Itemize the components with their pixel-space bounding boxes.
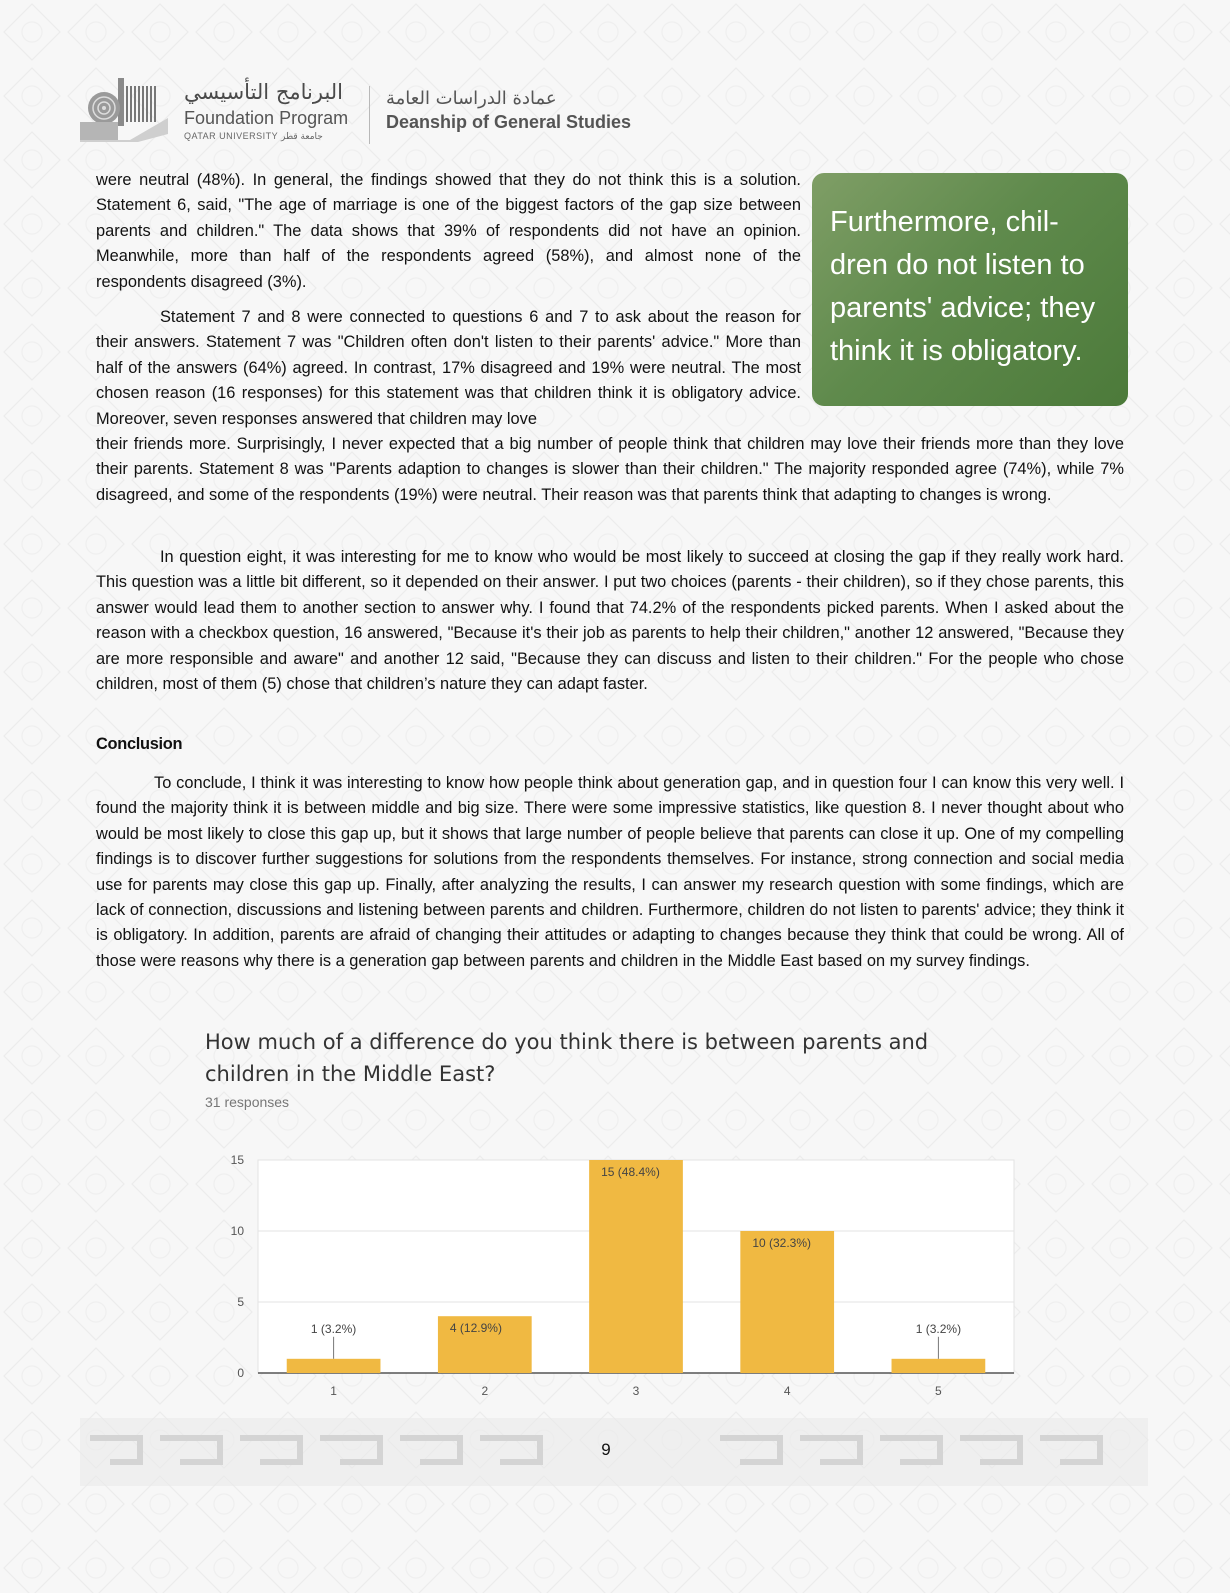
paragraph-4: To conclude, I think it was interesting to know how people think about generation gap, and in question four I can know this very well. I found the majority think it is between middle and big size. There were some impressive statistics, like question 8. I never thought about who would be most likely to close this gap up, but it shows that large number of people believe that parents can close it up. One of my compelling findings is to discover further suggestions for solutions from the respondents themselves. For instance, strong connection and social media use for parents may close this gap up. Finally, after analyzing the results, I can answer my research question with some findings, which are lack of connection, discussions and listening between parents and children. Furthermore, children do not listen to parents' advice; they think it is obligatory. In addition, parents are afraid of changing their attitudes or adapting to changes because they think that could be wrong. All of those were reasons why there is a generation gap between parents and children in the Middle East based on my survey findings. xyxy=(96,774,1124,970)
page-number: 9 xyxy=(601,1440,611,1459)
bar xyxy=(740,1231,834,1373)
bar-data-label: 10 (32.3%) xyxy=(752,1236,812,1250)
university-name-english: QATAR UNIVERSITY xyxy=(184,131,279,141)
x-tick-label: 2 xyxy=(481,1384,489,1398)
pull-quote-callout xyxy=(812,173,1128,406)
conclusion-heading: Conclusion xyxy=(96,735,183,753)
bar-data-label: 15 (48.4%) xyxy=(601,1165,660,1179)
bar xyxy=(589,1160,683,1373)
pull-quote-text: Furthermore, chil- dren do not listen to parents' advice; they think it is obligatory. xyxy=(830,206,1096,367)
x-tick-label: 1 xyxy=(330,1384,337,1398)
x-tick-label: 4 xyxy=(783,1384,791,1398)
program-name: Foundation Program xyxy=(184,108,349,128)
y-tick-label: 10 xyxy=(230,1224,244,1238)
deanship-name: Deanship of General Studies xyxy=(386,112,632,132)
header-divider xyxy=(369,86,370,144)
bar-data-label: 1 (3.2%) xyxy=(310,1321,357,1336)
bar-data-label: 4 (12.9%) xyxy=(449,1321,502,1336)
paragraph-1: were neutral (48%). In general, the findings showed that they do not think this is a solution. Statement 6, said, "The age of marriage is one of the biggest factors of the gap size between parents and children." The data shows that 39% of respondents did not have an opinion. Meanwhile, more than half of the respondents agreed (58%), and almost none of the respondents disagreed (3%). xyxy=(96,171,801,291)
paragraph-2: Statement 7 and 8 were connected to questions 6 and 7 to ask about the reason for their answers. Statement 7 was "Children often don't listen to their parents' advice." More than half of the answers (64%) agreed. In contrast, 17% disagreed and 19% were neutral. The most chosen reason (16 responses) for this statement was that children think it is obligatory advice. Moreover, seven responses answered that children may love xyxy=(96,308,801,428)
university-name xyxy=(184,131,323,142)
bar-chart xyxy=(200,1140,1040,1415)
program-name-arabic: البرنامج التأسيسي xyxy=(184,80,344,104)
x-tick-label: 3 xyxy=(632,1384,640,1398)
paragraph-2-continued: their friends more. Surprisingly, I never expected that a big number of people think that children may love their friends more than they love their parents. Statement 8 was "Parents adaption to changes is slower than their children." The majority responded agree (74%), while 7% disagreed, and some of the respondents (19%) were neutral. Their reason was that parents think that adapting to changes is wrong. xyxy=(96,435,1124,504)
deanship-name-arabic: عمادة الدراسات العامة xyxy=(386,88,557,109)
y-tick-label: 0 xyxy=(237,1366,244,1380)
chart-title: How much of a difference do you think there is between parents and children in the Middle East? xyxy=(205,1030,929,1086)
y-tick-label: 5 xyxy=(237,1295,244,1309)
foundation-program-logo xyxy=(80,78,168,142)
x-tick-label: 5 xyxy=(935,1384,942,1398)
bar xyxy=(287,1359,381,1373)
university-name-arabic: جامعة قطر xyxy=(281,132,323,142)
bar-data-label: 1 (3.2%) xyxy=(915,1321,962,1336)
paragraph-3: In question eight, it was interesting for me to know who would be most likely to succeed at closing the gap if they really work hard. This question was a little bit different, so it depended on their answer. I put two choices (parents - their children), so if they chose parents, this answer would lead them to another section to answer why. I found that 74.2% of the respondents picked parents. When I asked about the reason with a checkbox question, 16 answered, "Because it's their job as parents to help their children," another 12 answered, "Because they are more responsible and aware" and another 12 said, "Because they can discuss and listen to their children." For the people who chose children, most of them (5) chose that children’s nature they can adapt faster. xyxy=(96,548,1124,694)
bar xyxy=(892,1359,986,1373)
chart-subtitle: 31 responses xyxy=(205,1094,290,1110)
page-header xyxy=(80,78,640,144)
y-tick-label: 15 xyxy=(230,1153,244,1167)
